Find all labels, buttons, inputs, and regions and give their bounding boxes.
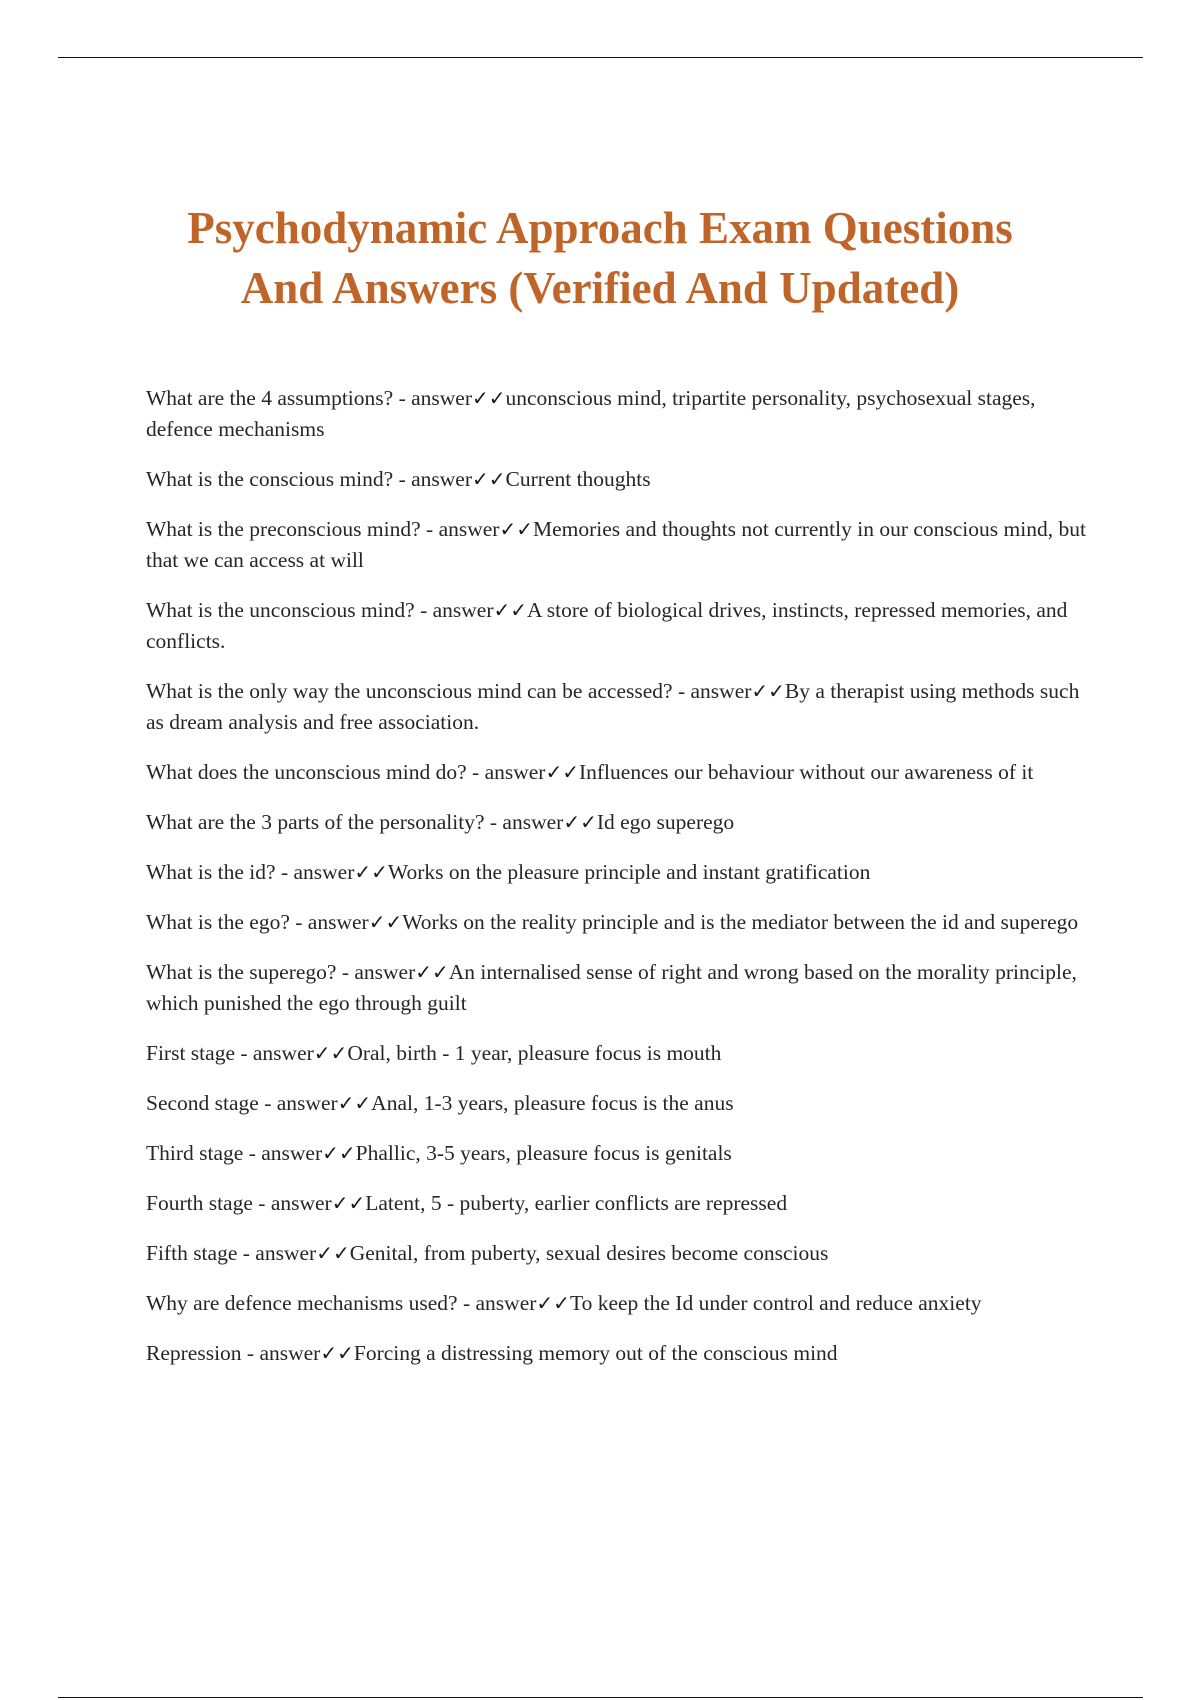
qa-answer: Phallic, 3-5 years, pleasure focus is genitals <box>355 1141 732 1165</box>
qa-question: What is the id? <box>146 860 276 884</box>
qa-list <box>146 383 1096 1388</box>
double-check-icon: ✓✓ <box>545 760 579 784</box>
page-title-line-2: And Answers (Verified And Updated) <box>240 263 960 314</box>
qa-item <box>146 383 1096 445</box>
qa-question: Why are defence mechanisms used? <box>146 1291 458 1315</box>
qa-answer: Memories and thoughts not currently in our conscious mind, but that we can access at will <box>146 517 1086 572</box>
qa-answer: By a therapist using methods such as dream analysis and free association. <box>146 679 1080 734</box>
qa-question: What are the 4 assumptions? <box>146 386 394 410</box>
qa-answer: Id ego superego <box>596 810 735 834</box>
double-check-icon: ✓✓ <box>322 1141 356 1165</box>
qa-item <box>146 1138 1096 1169</box>
qa-item <box>146 514 1096 576</box>
qa-item <box>146 1188 1096 1219</box>
qa-answer: Anal, 1-3 years, pleasure focus is the anus <box>371 1091 734 1115</box>
qa-separator: - answer <box>393 467 473 491</box>
qa-question: Fourth stage <box>146 1191 253 1215</box>
qa-item <box>146 676 1096 738</box>
qa-item <box>146 1088 1096 1119</box>
qa-item <box>146 857 1096 888</box>
double-check-icon: ✓✓ <box>320 1341 354 1365</box>
qa-separator: - answer <box>336 960 416 984</box>
qa-question: Repression <box>146 1341 242 1365</box>
qa-separator: - answer <box>289 910 369 934</box>
qa-question: What is the conscious mind? <box>146 467 394 491</box>
double-check-icon: ✓✓ <box>536 1291 570 1315</box>
qa-item <box>146 464 1096 495</box>
page-title <box>100 198 1100 318</box>
qa-question: Third stage <box>146 1141 244 1165</box>
qa-answer: Latent, 5 - puberty, earlier conflicts are repressed <box>365 1191 788 1215</box>
qa-answer: An internalised sense of right and wrong based on the morality principle, which punished the ego through guilt <box>146 960 1077 1015</box>
double-check-icon: ✓✓ <box>337 1091 372 1115</box>
qa-item <box>146 595 1096 657</box>
double-check-icon: ✓✓ <box>415 960 449 984</box>
qa-question: What is the unconscious mind? <box>146 598 415 622</box>
qa-answer: Forcing a distressing memory out of the conscious mind <box>353 1341 838 1365</box>
top-rule <box>58 57 1143 58</box>
qa-answer: Oral, birth - 1 year, pleasure focus is mouth <box>347 1041 722 1065</box>
qa-answer: Genital, from puberty, sexual desires become conscious <box>349 1241 829 1265</box>
qa-separator: - answer <box>672 679 752 703</box>
double-check-icon: ✓✓ <box>751 679 785 703</box>
qa-question: Fifth stage <box>146 1241 238 1265</box>
bottom-rule <box>58 1697 1143 1698</box>
qa-separator: - answer <box>484 810 564 834</box>
qa-answer: Works on the pleasure principle and instant gratification <box>387 860 871 884</box>
qa-question: What does the unconscious mind do? <box>146 760 467 784</box>
qa-separator: - answer <box>237 1241 317 1265</box>
qa-answer: Current thoughts <box>505 467 651 491</box>
qa-question: What is the ego? <box>146 910 290 934</box>
qa-separator: - answer <box>243 1141 323 1165</box>
qa-answer: A store of biological drives, instincts, repressed memories, and conflicts. <box>146 598 1068 653</box>
qa-item <box>146 757 1096 788</box>
qa-question: Second stage <box>146 1091 259 1115</box>
qa-separator: - answer <box>393 386 472 410</box>
qa-answer: Works on the reality principle and is the mediator between the id and superego <box>402 910 1079 934</box>
qa-item <box>146 1038 1096 1069</box>
qa-question: What is the superego? <box>146 960 337 984</box>
double-check-icon: ✓✓ <box>493 598 528 622</box>
qa-answer: unconscious mind, tripartite personality, psychosexual stages, defence mechanisms <box>146 386 1036 441</box>
qa-separator: - answer <box>275 860 355 884</box>
qa-item <box>146 957 1096 1019</box>
double-check-icon: ✓✓ <box>472 467 506 491</box>
double-check-icon: ✓✓ <box>499 517 533 541</box>
qa-item <box>146 907 1096 938</box>
qa-item <box>146 1288 1096 1319</box>
qa-separator: - answer <box>466 760 546 784</box>
qa-separator: - answer <box>258 1091 338 1115</box>
double-check-icon: ✓✓ <box>316 1241 350 1265</box>
qa-separator: - answer <box>252 1191 332 1215</box>
qa-item <box>146 807 1096 838</box>
qa-answer: To keep the Id under control and reduce anxiety <box>569 1291 982 1315</box>
qa-question: What are the 3 parts of the personality? <box>146 810 485 834</box>
qa-item <box>146 1338 1096 1369</box>
qa-separator: - answer <box>241 1341 321 1365</box>
double-check-icon: ✓✓ <box>331 1191 366 1215</box>
qa-question: First stage <box>146 1041 235 1065</box>
qa-separator: - answer <box>414 598 494 622</box>
double-check-icon: ✓✓ <box>368 910 403 934</box>
page-title-line-1: Psychodynamic Approach Exam Questions <box>187 203 1013 254</box>
qa-item <box>146 1238 1096 1269</box>
qa-question: What is the only way the unconscious mind can be accessed? <box>146 679 673 703</box>
double-check-icon: ✓✓ <box>472 386 506 410</box>
double-check-icon: ✓✓ <box>563 810 597 834</box>
double-check-icon: ✓✓ <box>354 860 388 884</box>
qa-question: What is the preconscious mind? <box>146 517 421 541</box>
qa-separator: - answer <box>234 1041 314 1065</box>
qa-separator: - answer <box>420 517 500 541</box>
qa-separator: - answer <box>457 1291 537 1315</box>
qa-answer: Influences our behaviour without our awareness of it <box>578 760 1034 784</box>
double-check-icon: ✓✓ <box>313 1041 348 1065</box>
